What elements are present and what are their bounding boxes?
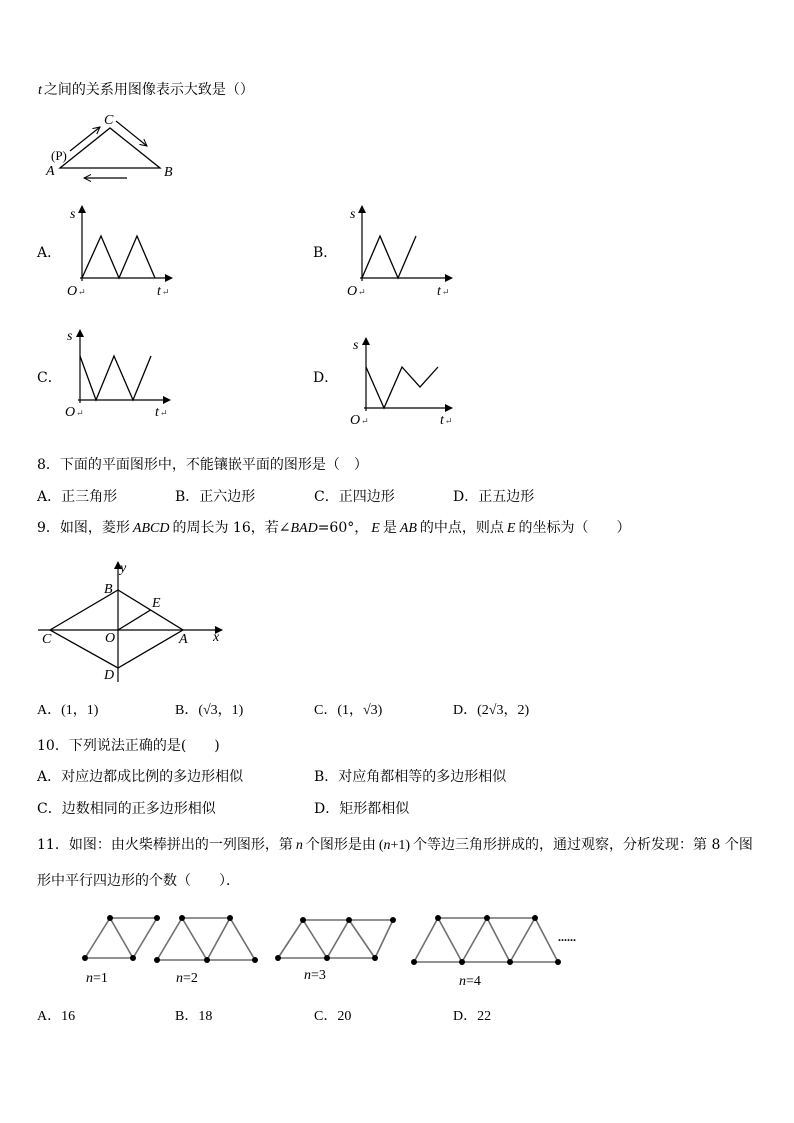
vertex-label-d: D [104,668,115,683]
origin-label: O [105,631,116,646]
axis-label-s: s [350,207,356,222]
axis-label-t: t↵ [440,413,453,428]
q9-stem-part: =60°， [317,520,369,536]
q8-stem: 8．下面的平面图形中，不能镶嵌平面的图形是（ ） [37,457,368,473]
q10-option-d: D．矩形都相似 [314,801,410,817]
q7-stem [38,81,254,100]
q8-option-c: C．正四边形 [314,489,395,505]
q9-stem-part: 的周长为 16，若∠ [172,520,291,536]
q11-option-b: B．18 [175,1009,213,1024]
q9-stem-part: 是 [382,520,397,536]
q9-stem [37,519,630,538]
triangle-abc [60,128,160,168]
arrow-a-to-c [70,127,100,151]
q11-stem-part: +1) [390,838,411,853]
q11-option-d: D．22 [453,1009,492,1024]
q10-option-c: C．边数相同的正多边形相似 [37,801,216,817]
q10-option-a: A．对应边都成比例的多边形相似 [37,769,244,785]
origin-label: O↵ [67,284,86,299]
q7-option-b-label: B． [313,245,338,261]
q11-option-c: C．20 [314,1009,352,1024]
axis-label-s: s [67,329,73,344]
q7-option-a-label: A． [37,245,62,261]
graph-line [82,236,155,278]
matchstick-figure-n4 [411,915,561,965]
q11-stem-line2: 形中平行四边形的个数（ ）． [37,873,240,889]
vertex-label-a: A [46,164,55,179]
q9-stem-var: AB [399,521,417,536]
origin-label: O↵ [350,413,369,428]
q11-matchstick-figures [82,915,576,989]
point-label-e: E [152,596,161,611]
q9-stem-part: 的坐标为（ ） [518,520,631,536]
axis-label-t: t↵ [157,284,170,299]
matchstick-figure-n1 [82,915,160,961]
graph-line [80,356,151,400]
q11-stem-var: n [295,838,303,853]
q9-option-a: A．(1，1) [37,703,99,718]
vertex-label-c: C [42,632,52,647]
q9-option-c: C．(1，√3) [314,703,383,718]
q11-stem-part: 11．如图：由火柴棒拼出的一列图形，第 [37,837,293,853]
arrow-c-to-b [116,121,147,146]
graph-line [362,236,416,278]
figure-label-n3: n=3 [304,968,326,983]
q7-graph-b [347,206,452,299]
figure-label-n4: n=4 [459,974,481,989]
axis-label-s: s [70,207,76,222]
q9-rhombus-figure [38,561,222,683]
figure-label-n2: n=2 [176,971,198,986]
vertex-label-c: C [104,113,114,128]
q9-stem-var: ABCD [132,521,170,536]
rhombus-abcd [50,590,183,668]
q9-stem-var: E [371,521,380,536]
q7-triangle-figure [45,113,173,180]
vertex-label-b: B [164,165,173,180]
q7-graph-d [350,338,452,428]
q7-stem-text: 之间的关系用图像表示大致是（） [43,82,254,98]
q9-option-b: B．(√3，1) [175,703,244,718]
q7-graph-c [65,329,170,420]
figure-label-n1: n=1 [86,971,108,986]
q11-stem-line1 [37,836,753,855]
q11-stem-paren: ( [378,838,384,853]
axis-label-t: t↵ [437,284,450,299]
q7-graph-a [67,206,172,299]
q8-option-b: B．正六边形 [175,489,256,505]
graph-line [366,367,438,408]
axis-label-t: t↵ [155,405,168,420]
q11-option-a: A．16 [37,1009,76,1024]
q11-stem-var: n [383,838,391,853]
q9-option-d: D．(2√3，2) [453,703,530,718]
q11-stem-part: 个图形是由 [305,837,376,853]
q10-option-b: B．对应角都相等的多边形相似 [314,769,507,785]
axis-label-x: x [213,630,220,645]
q7-stem-var: t [38,83,42,98]
vertex-label-a: A [179,632,188,647]
q9-stem-var: E [506,521,516,536]
q11-stem-part: 个等边三角形拼成的，通过观察，分析发现：第 8 个图 [413,837,753,853]
point-label-p: (P) [51,148,67,163]
origin-label: O↵ [347,284,366,299]
q9-stem-part: 的中点，则点 [419,520,504,536]
origin-label: O↵ [65,405,84,420]
q9-stem-part: 9．如图，菱形 [37,520,130,536]
matchstick-figure-n2 [154,915,258,963]
ellipsis: ...... [558,930,576,944]
q7-option-d-label: D． [313,370,339,386]
q7-option-c-label: C． [37,370,62,386]
q9-stem-var: BAD [290,521,318,536]
matchstick-figure-n3 [275,917,396,961]
q10-stem: 10．下列说法正确的是( ) [37,738,220,754]
axis-label-s: s [353,338,359,353]
vertex-label-b: B [104,582,113,597]
axis-label-y: y [120,561,127,576]
q8-option-d: D．正五边形 [453,489,535,505]
q8-option-a: A．正三角形 [37,489,118,505]
segment-oe [118,610,151,630]
